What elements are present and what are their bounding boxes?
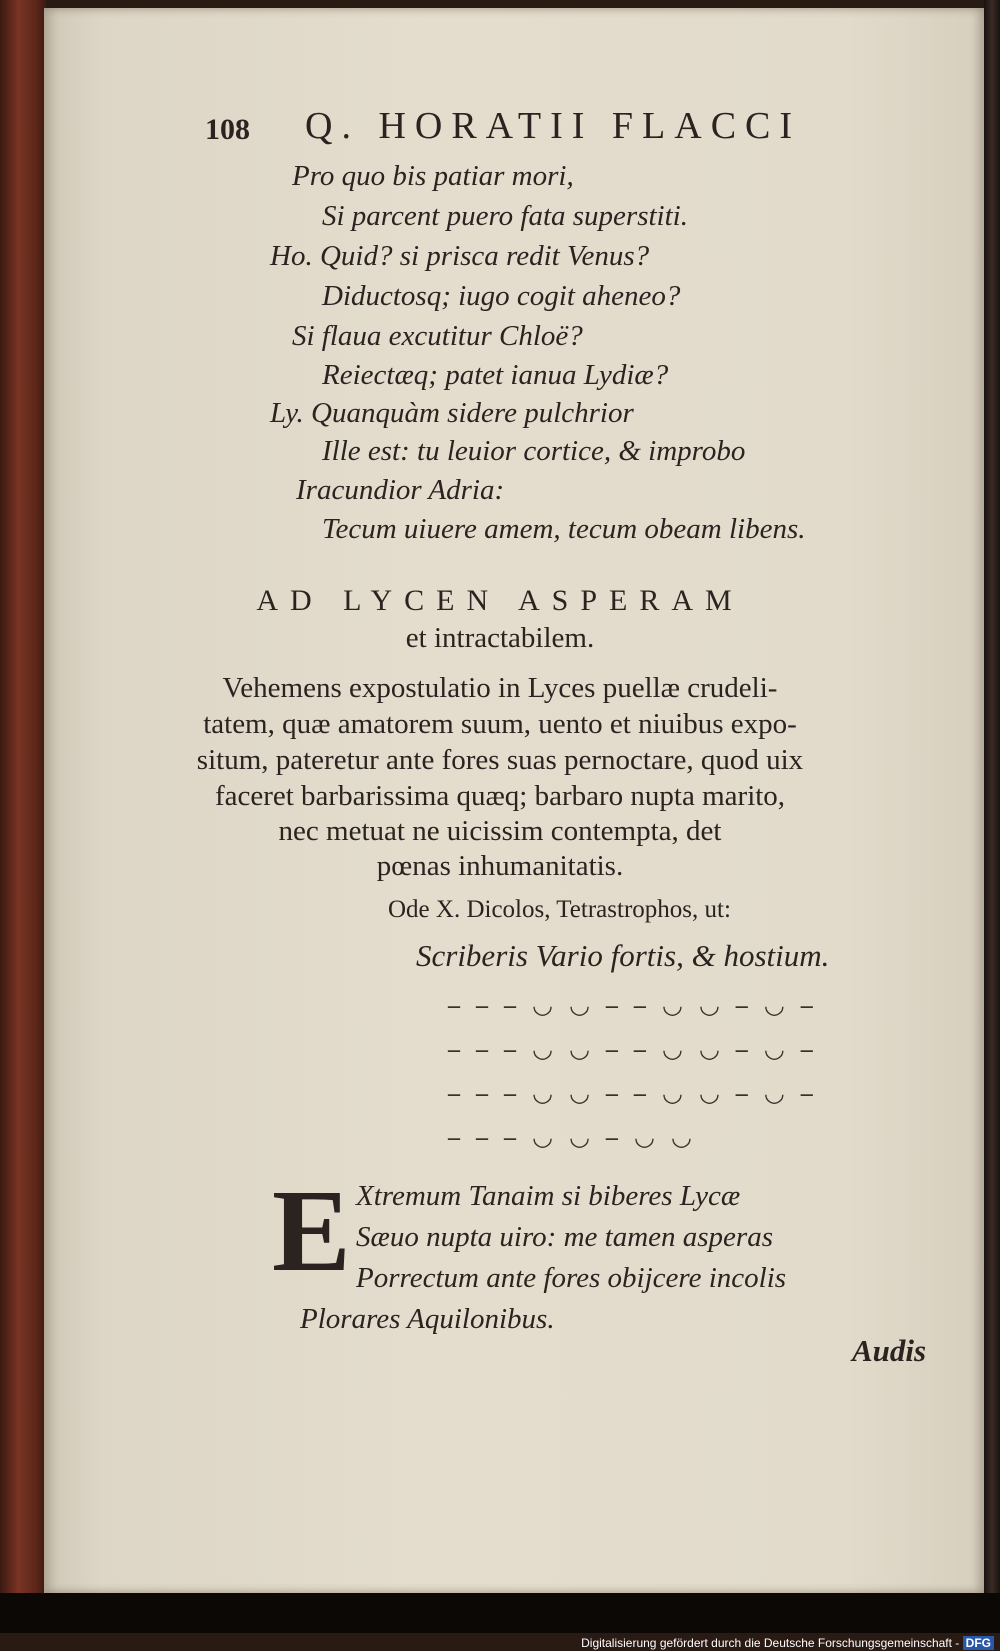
verse-line: Iracundior Adria: — [296, 474, 505, 506]
verse-line: Si flaua excutitur Chloë? — [292, 320, 583, 352]
ode-line: Plorares Aquilonibus. — [300, 1303, 555, 1335]
meter-scheme: – – – ◡ ◡ – – ◡ ◡ – ◡ – — [448, 1037, 818, 1063]
argument-line: tatem, quæ amatorem suum, uento et niuibus expo- — [203, 708, 797, 740]
verse-line: Reiectæq; patet ianua Lydiæ? — [322, 359, 669, 391]
ode-line: Porrectum ante fores obijcere incolis — [356, 1262, 787, 1294]
argument-line: pœnas inhumanitatis. — [376, 850, 624, 882]
meter-description: Ode X. Dicolos, Tetrastrophos, ut: — [388, 896, 731, 923]
ode-subtitle: et intractabilem. — [405, 622, 595, 654]
scan-bottom-band — [0, 1593, 1000, 1633]
verse-line: Ille est: tu leuior cortice, & improbo — [322, 435, 746, 467]
meter-scheme: – – – ◡ ◡ – – ◡ ◡ – ◡ – — [448, 1081, 818, 1107]
digitization-credit — [581, 1636, 994, 1650]
verse-line: Diductosq; iugo cogit aheneo? — [322, 280, 681, 312]
meter-scheme: – – – ◡ ◡ – – ◡ ◡ – ◡ – — [448, 993, 818, 1019]
verse-line: Tecum uiuere amem, tecum obeam libens. — [322, 513, 806, 545]
argument-line: situm, pateretur ante fores suas pernoctare, quod uix — [196, 744, 804, 776]
credit-text: Digitalisierung gefördert durch die Deutsche Forschungsgemeinschaft - — [581, 1636, 960, 1650]
argument-line: nec metuat ne uicissim contempta, det — [278, 815, 722, 847]
running-title: Q. HORATII FLACCI — [305, 105, 802, 147]
meter-scheme: – – – ◡ ◡ – ◡ ◡ — [448, 1125, 697, 1151]
dfg-logo: DFG — [963, 1636, 994, 1650]
ode-title: AD LYCEN ASPERAM — [256, 584, 744, 617]
verse-line: Pro quo bis patiar mori, — [292, 160, 574, 192]
ode-line: Sæuo nupta uiro: me tamen asperas — [356, 1221, 773, 1253]
catchword: Audis — [852, 1333, 927, 1368]
verse-line: Ly. Quanquàm sidere pulchrior — [270, 397, 634, 429]
page-number: 108 — [205, 113, 250, 146]
decorated-initial: E — [272, 1165, 351, 1296]
argument-line: Vehemens expostulatio in Lyces puellæ crudeli- — [222, 672, 778, 704]
verse-line: Ho. Quid? si prisca redit Venus? — [270, 240, 650, 272]
verse-line: Si parcent puero fata superstiti. — [322, 200, 688, 232]
example-verse: Scriberis Vario fortis, & hostium. — [416, 938, 830, 973]
ode-line: Xtremum Tanaim si biberes Lycæ — [356, 1180, 741, 1212]
argument-line: faceret barbarissima quæq; barbaro nupta marito, — [214, 780, 786, 812]
